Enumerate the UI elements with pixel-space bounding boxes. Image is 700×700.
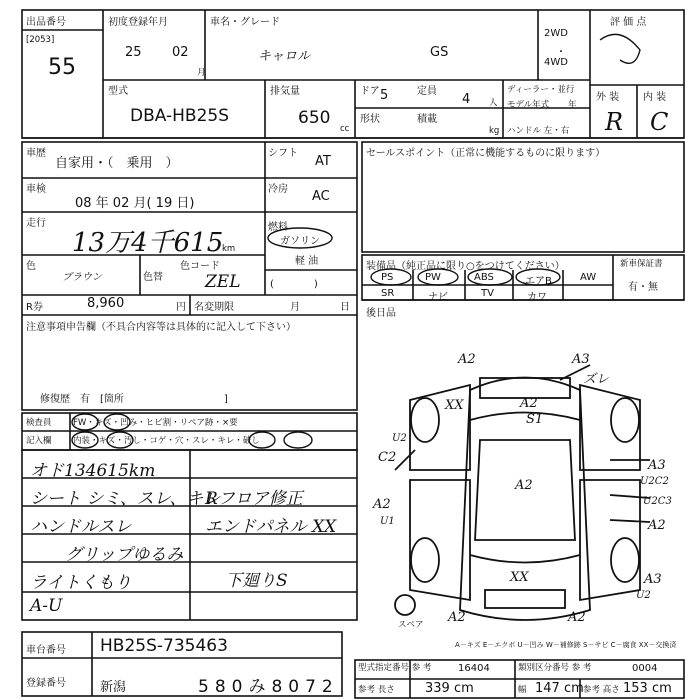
spare-label: スペア <box>398 620 424 630</box>
note-8: エンドパネル XX <box>205 517 337 537</box>
lot-code: [2053] <box>26 35 55 45</box>
lot-number: 55 <box>48 55 76 80</box>
mark-s1: S1 <box>526 412 544 427</box>
mark-a2-rearleft: A2 <box>448 610 466 625</box>
mark-a2-right: A2 <box>648 518 666 533</box>
interior-score: C <box>650 108 669 136</box>
note-2: シート シミ、スレ、キレ <box>30 489 221 509</box>
entry-label: 記入欄 <box>26 436 52 446</box>
color-code-label: 色コード <box>180 261 220 272</box>
mark-a3-top: A3 <box>572 352 590 367</box>
height-value: 153 cm <box>623 681 672 696</box>
spec-number: 16404 <box>458 663 490 674</box>
equip-sr: SR <box>381 288 395 299</box>
displacement-unit: cc <box>340 124 350 134</box>
score-label: 評 価 点 <box>610 17 647 28</box>
interior-label: 内 装 <box>643 92 667 103</box>
fuel-diesel: 軽 油 <box>295 256 319 267</box>
class-number: 0004 <box>632 663 658 674</box>
inspector-label: 検査員 <box>26 418 52 428</box>
model-code-label: 型式 <box>108 86 128 97</box>
mark-a2-rearright: A2 <box>568 610 586 625</box>
mark-c2: C2 <box>378 450 397 465</box>
color-label: 色 <box>26 261 36 272</box>
aircon-label: 冷房 <box>268 184 288 195</box>
equip-abs: ABS <box>474 272 494 283</box>
mark-u2: U2 <box>392 433 407 444</box>
inspection-value: 08 年 02 月( 19 日) <box>75 196 195 211</box>
chassis-number: HB25S-735463 <box>100 636 228 656</box>
warranty-value: 有・無 <box>628 282 658 293</box>
recycle-label: R券 <box>26 302 43 313</box>
usage-label: 車歴 <box>26 148 46 159</box>
deadline-day: 日 <box>340 302 350 313</box>
mark-xx-rear: XX <box>510 570 529 585</box>
year-unit: 年 <box>568 100 577 110</box>
mileage-label: 走行 <box>26 218 46 229</box>
color-value: ブラウン <box>62 272 102 283</box>
height-label: 参考 高さ <box>583 685 620 695</box>
note-9: 下廻りS <box>225 571 288 591</box>
shift-value: AT <box>315 154 331 169</box>
deadline-month: 月 <box>290 302 300 313</box>
mileage-unit: km <box>222 244 236 254</box>
legend: A－キズ E－エクボ U－凹み W－補修跡 S－サビ C－腐食 XX－交換済 <box>455 641 677 649</box>
width-value: 147 cm <box>535 681 584 696</box>
capacity: 4 <box>462 92 471 107</box>
notice-label: 注意事項申告欄（不具合内容等は具体的に記入して下さい） <box>26 322 296 333</box>
equip-cover: カワ <box>527 292 547 303</box>
first-registration-year: 25 <box>125 45 142 60</box>
equip-airbag: エアB <box>525 276 552 287</box>
equip-aw: AW <box>580 272 597 283</box>
equip-ps: PS <box>381 272 394 283</box>
first-registration-month: 02 <box>172 45 189 60</box>
capacity-unit: 人 <box>489 98 498 108</box>
model-code: DBA-HB25S <box>130 106 230 126</box>
mark-u2c2-1: U2C2 <box>640 476 669 487</box>
recycle-value: 8,960 <box>87 296 125 311</box>
doors-label: ドア <box>360 86 380 97</box>
note-5: ライトくもり <box>30 573 132 593</box>
first-registration-label: 初度登録年月 <box>108 17 168 28</box>
mark-u2-rear: U2 <box>636 590 651 601</box>
length-value: 339 cm <box>425 681 474 696</box>
fuel-other: ( ) <box>270 279 318 290</box>
equip-pw: PW <box>425 272 441 283</box>
color-change-label: 色替 <box>143 272 163 283</box>
equipment-label: 装備品（純正品に限り○をつけてください） <box>366 261 565 272</box>
aircon-value: AC <box>312 189 330 204</box>
inspection-label: 車検 <box>26 184 46 195</box>
equip-tv: TV <box>481 288 494 299</box>
load-label: 積載 <box>417 114 437 125</box>
drive-dot: ・ <box>556 47 566 58</box>
inspect-row-2: 内装・キズ・汚し・コゲ・穴・スレ・キレ・破し <box>73 436 260 446</box>
chassis-label: 車台番号 <box>26 645 66 656</box>
model-name-label: 車名・グレード <box>210 17 280 28</box>
mark-bure: ズレ <box>583 372 610 387</box>
shape-label: 形状 <box>360 114 380 125</box>
mark-a2-left: A2 <box>373 497 391 512</box>
mark-a3-right: A3 <box>648 458 666 473</box>
grade: GS <box>430 45 449 60</box>
month-unit: 月 <box>197 68 206 78</box>
shift-label: シフト <box>268 148 298 159</box>
mark-a2-top: A2 <box>458 352 476 367</box>
load-unit: kg <box>489 126 500 136</box>
mark-u2c3: U2C3 <box>643 496 672 507</box>
warranty-label: 新車保証書 <box>620 259 663 269</box>
note-4: グリップゆるみ <box>65 545 184 565</box>
capacity-label: 定員 <box>417 86 437 97</box>
note-3: ハンドルスレ <box>30 517 132 537</box>
exterior-label: 外 装 <box>596 92 620 103</box>
spec-label-1: 型式指定番号 参 考 <box>358 663 432 673</box>
lot-number-label: 出品番号 <box>26 17 66 28</box>
handle-label: ハンドル 左・右 <box>507 126 570 136</box>
fuel-label: 燃料 <box>268 222 288 233</box>
drive-2wd: 2WD <box>544 28 568 39</box>
usage-value: 自家用・（ 乗用 ） <box>55 156 179 171</box>
plate-number: 580み8072 <box>198 677 339 697</box>
mark-a2-roof: A2 <box>515 478 533 493</box>
equip-navi: ナビ <box>428 292 448 303</box>
model-name: キャロル <box>258 49 311 64</box>
color-code: ZEL <box>205 272 241 292</box>
width-label: 幅 <box>518 685 527 695</box>
class-label: 類別区分番号 参 考 <box>518 663 592 673</box>
rear-seat-label: 後日品 <box>366 308 396 319</box>
drive-4wd: 4WD <box>544 57 568 68</box>
repair-history: 修復歴 有 [箇所 ] <box>40 394 228 405</box>
model-year-label: モデル年式 <box>507 100 550 110</box>
note-6: A-U <box>30 596 63 616</box>
mark-a3-rear: A3 <box>644 572 662 587</box>
sales-point-label: セールスポイント（正常に機能するものに限ります） <box>366 148 606 159</box>
mark-xx-top: XX <box>445 398 464 413</box>
note-1: オド134615km <box>30 461 156 481</box>
displacement-label: 排気量 <box>270 86 300 97</box>
plate-label: 登録番号 <box>26 678 66 689</box>
mark-a2-hood: A2 <box>520 396 538 411</box>
inspect-row-1: FW・キズ・凹み・ヒビ割・リペア跡・×要 <box>73 418 238 428</box>
mileage-value: 13万4千615 <box>72 228 224 258</box>
length-label: 参考 長さ <box>358 685 395 695</box>
mark-u1: U1 <box>380 516 395 527</box>
note-7: Rフロア修正 <box>205 489 303 509</box>
plate-region: 新潟 <box>100 680 127 695</box>
recycle-unit: 円 <box>176 302 186 313</box>
dealer-label: ディーラー・並行 <box>507 85 575 95</box>
displacement: 650 <box>298 108 331 128</box>
title-deadline-label: 名変期限 <box>194 302 234 313</box>
doors: 5 <box>380 88 389 103</box>
fuel-gasoline: ガソリン <box>280 236 320 247</box>
exterior-score: R <box>605 108 624 136</box>
